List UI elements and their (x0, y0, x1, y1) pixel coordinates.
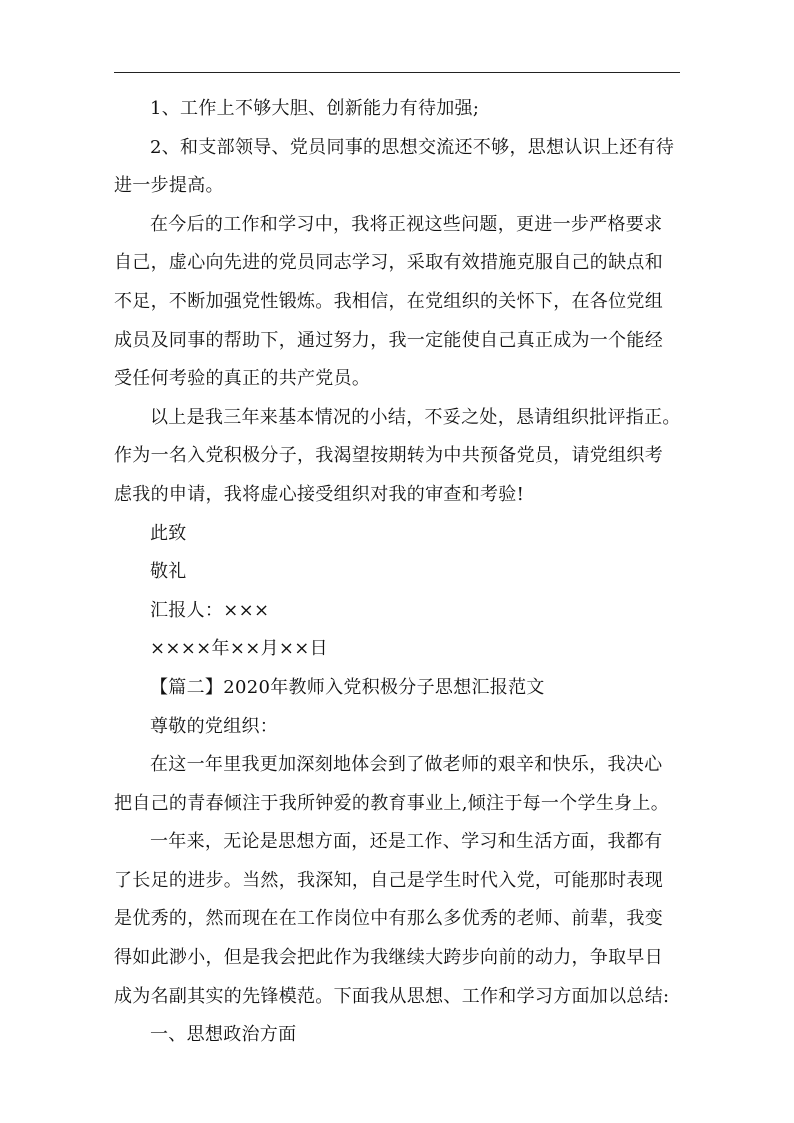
paragraph (114, 630, 680, 669)
text-line: 了长足的进步。当然，我深知，自己是学生时代入党，可能那时表现 (114, 869, 663, 891)
paragraph (114, 399, 680, 515)
text-line: 尊敬的党组织： (150, 715, 279, 737)
text-line: 在这一年里我更加深刻地体会到了做老师的艰辛和快乐，我决心 (150, 754, 663, 776)
text-line: 2、和支部领导、党员同事的思想交流还不够，思想认识上还有待 (150, 136, 675, 158)
text-line: 受任何考验的真正的共产党员。 (114, 368, 371, 390)
paragraph (114, 515, 680, 554)
paragraph (114, 1016, 680, 1055)
text-line: 【篇二】2020年教师入党积极分子思想汇报范文 (150, 676, 545, 698)
text-line: 进一步提高。 (114, 175, 224, 197)
paragraph (114, 746, 680, 823)
text-line: 以上是我三年来基本情况的小结，不妥之处，恳请组织批评指正。 (150, 406, 681, 428)
paragraph (114, 592, 680, 631)
paragraph (114, 129, 680, 206)
text-line: 此致 (150, 522, 187, 544)
text-line: 一、思想政治方面 (150, 1024, 297, 1046)
text-line: 不足，不断加强党性锻炼。我相信，在党组织的关怀下，在各位党组 (114, 290, 663, 312)
paragraph (114, 823, 680, 1016)
text-line: 1、工作上不够大胆、创新能力有待加强; (150, 98, 480, 119)
text-line: 在今后的工作和学习中，我将正视这些问题，更进一步严格要求 (150, 213, 663, 235)
text-line: ××××年××月××日 (150, 638, 328, 660)
text-line: 敬礼 (150, 561, 187, 583)
paragraph (114, 206, 680, 399)
text-line: 得如此渺小，但是我会把此作为我继续大跨步向前的动力，争取早日 (114, 947, 663, 969)
text-line: 虑我的申请，我将虚心接受组织对我的审查和考验! (114, 483, 525, 505)
header-rule (114, 72, 680, 73)
text-line: 自己，虚心向先进的党员同志学习，采取有效措施克服自己的缺点和 (114, 252, 663, 274)
text-line: 作为一名入党积极分子，我渴望按期转为中共预备党员，请党组织考 (114, 445, 663, 467)
paragraph (114, 669, 680, 708)
paragraph (114, 90, 680, 129)
text-line: 一年来，无论是思想方面，还是工作、学习和生活方面，我都有 (150, 831, 663, 853)
text-line: 成员及同事的帮助下，通过努力，我一定能使自己真正成为一个能经 (114, 329, 663, 351)
text-line: 把自己的青春倾注于我所钟爱的教育事业上,倾注于每一个学生身上。 (114, 792, 670, 814)
text-line: 汇报人：××× (150, 599, 270, 621)
text-line: 成为名副其实的先锋模范。下面我从思想、工作和学习方面加以总结: (114, 985, 670, 1007)
text-line: 是优秀的，然而现在在工作岗位中有那么多优秀的老师、前辈，我变 (114, 908, 663, 930)
paragraph (114, 553, 680, 592)
document-body (114, 90, 680, 1055)
paragraph (114, 708, 680, 747)
